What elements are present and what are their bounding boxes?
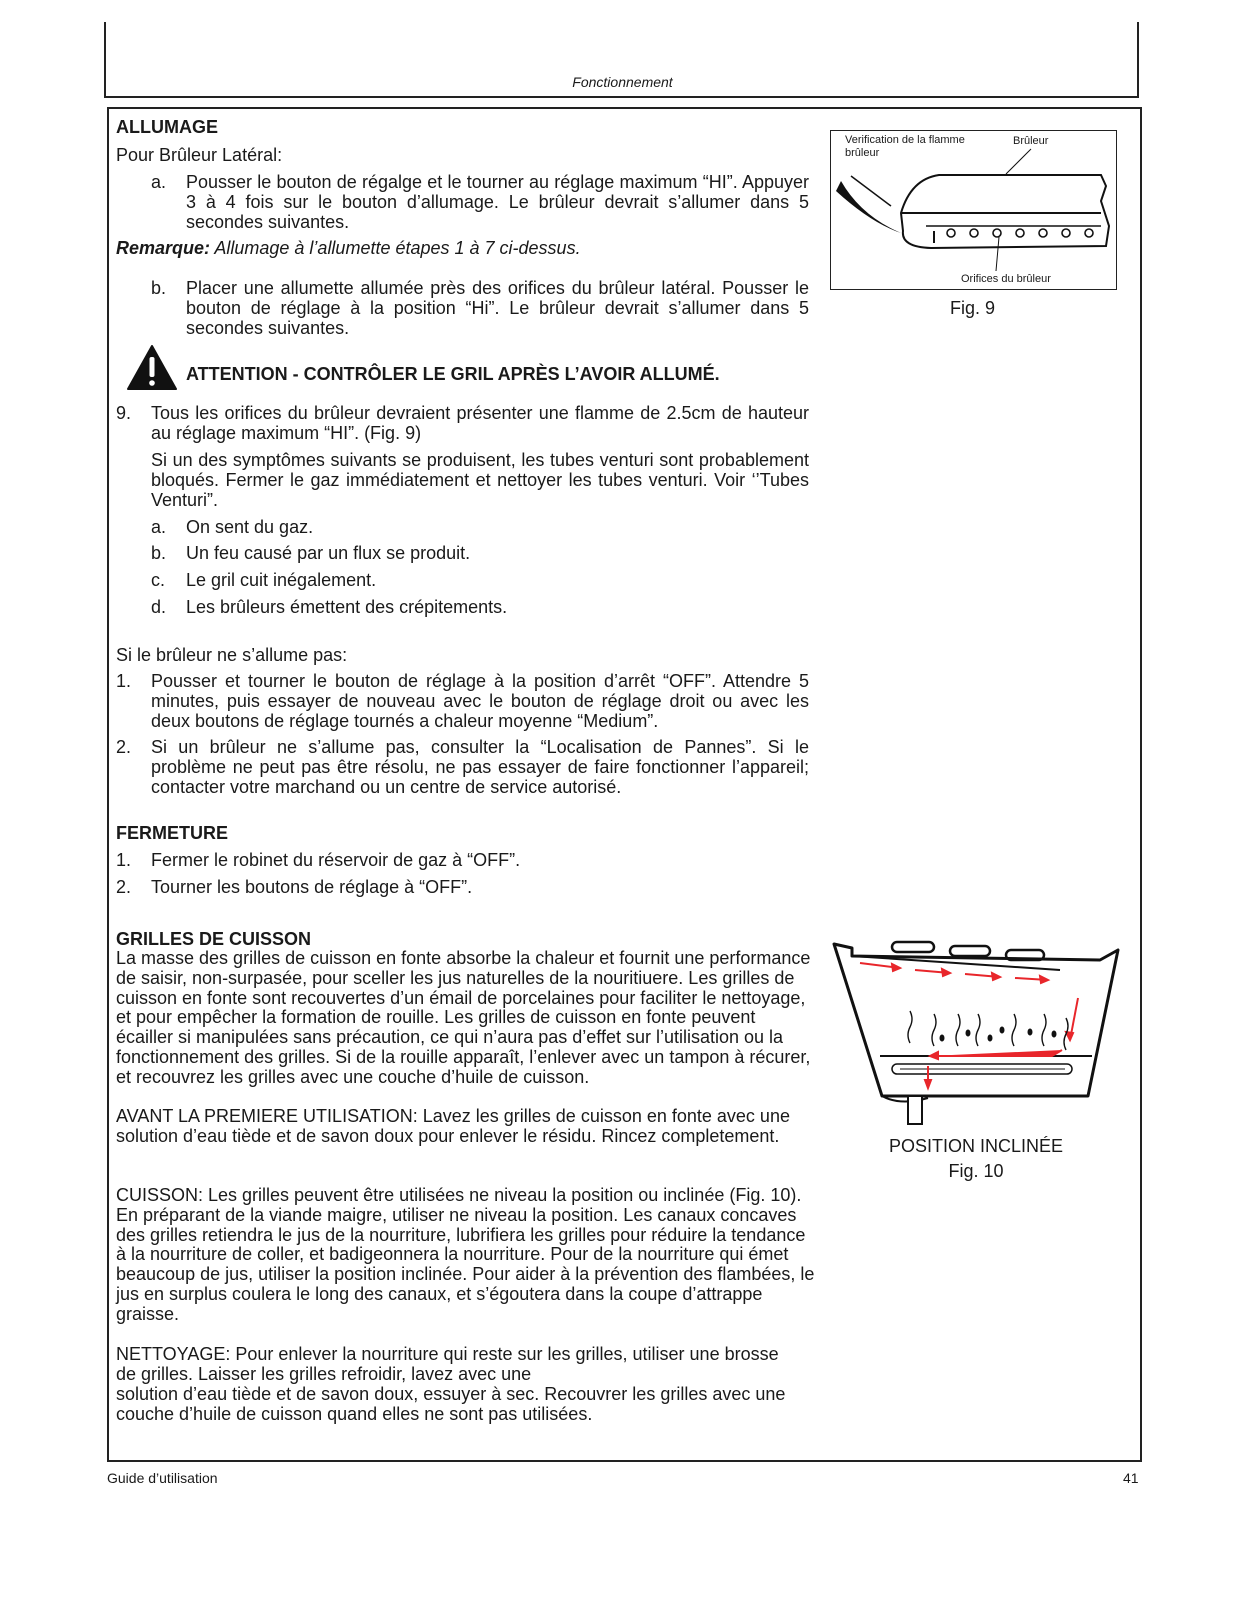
grates-cleaning-cont: solution d’eau tiède et de savon doux, essuyer à sec. Recouvrer les grilles avec une couche d’huile de cuisson quand elles ne sont pas utilisées. bbox=[116, 1384, 786, 1424]
step9-text: Tous les orifices du brûleur devraient présenter une flamme de 2.5cm de hauteur au réglage maximum “HI”. (Fig. 9) bbox=[151, 403, 809, 443]
symptom-marker: c. bbox=[151, 570, 166, 590]
grates-first-use: AVANT LA PREMIERE UTILISATION: Lavez les grilles de cuisson en fonte avec une solution d’eau tiède et de savon doux pour enlever le résidu. Rincez completement. bbox=[116, 1106, 790, 1146]
symptom-marker: a. bbox=[151, 517, 167, 537]
step-b-text: Placer une allumette allumée près des orifices du brûleur latéral. Pousser le bouton de réglage à la position “Hi”. Le brûleur devrait s’allumer dans 5 secondes suivantes. bbox=[186, 278, 809, 338]
symptom-marker: d. bbox=[151, 597, 167, 617]
warning-text: ATTENTION - CONTRÔLER LE GRIL APRÈS L’AVOIR ALLUMÉ. bbox=[186, 364, 720, 384]
warning-icon bbox=[126, 344, 178, 392]
symptom-marker: b. bbox=[151, 543, 167, 563]
step-b-marker: b. bbox=[151, 278, 167, 298]
no-light-step: Pousser et tourner le bouton de réglage à la position d’arrêt “OFF”. Attendre 5 minutes, puis essayer de nouveau avec le bouton de réglage droit ou avec les deux boutons de réglage tournés a chaleur moyenne “Medium”. bbox=[151, 671, 809, 731]
fig9-label-burner: Brûleur bbox=[1013, 135, 1049, 147]
grates-title: GRILLES DE CUISSON bbox=[116, 929, 312, 949]
ignition-intro: Pour Brûleur Latéral: bbox=[116, 145, 283, 165]
header-rule bbox=[104, 96, 1139, 98]
footer-guide-title: Guide d’utilisation bbox=[107, 1470, 218, 1486]
fig9-diagram bbox=[830, 130, 1117, 290]
no-light-marker: 2. bbox=[116, 737, 132, 757]
note-label: Remarque: bbox=[116, 238, 211, 258]
fig9-label-ports: Orifices du brûleur bbox=[961, 273, 1051, 285]
no-light-marker: 1. bbox=[116, 671, 132, 691]
page-number: 41 bbox=[1123, 1470, 1139, 1486]
symptom-text: Les brûleurs émettent des crépitements. bbox=[186, 597, 508, 617]
grates-paragraph: La masse des grilles de cuisson en fonte absorbe la chaleur et fournit une performance de saisir, non-surpasée, pour sceller les jus naturelles de la nouritiuere. Les grilles de cuisson en fonte sont recouvertes d’un émail de porcelaines pour faciliter le nettoyage, et pour empêcher la formation de rouille. Les grilles de cuisson en fonte peuvent écailler si manipulées sans précaution, ce qui n’aura pas d’effet sur l’utilisation ou la fonctionnement des grilles. Si de la rouille apparaît, l’enlever avec un tampon à récurer, et recouvrez les grilles avec une couche d’huile de cuisson. bbox=[116, 948, 811, 1087]
step-a-marker: a. bbox=[151, 172, 167, 192]
no-light-intro: Si le brûleur ne s’allume pas: bbox=[116, 645, 348, 665]
note bbox=[116, 238, 581, 258]
ignition-title: ALLUMAGE bbox=[116, 117, 218, 137]
symptom-text: Le gril cuit inégalement. bbox=[186, 570, 377, 590]
fig10-diagram bbox=[830, 938, 1122, 1128]
step-a-text: Pousser le bouton de régalge et le tourner au réglage maximum “HI”. Appuyer 3 à 4 fois sur le bouton d’allumage. Le brûleur devrait s’allumer dans 5 secondes suivantes. bbox=[186, 172, 809, 232]
no-light-step: Si un brûleur ne s’allume pas, consulter la “Localisation de Pannes”. Si le problème ne peut pas être résolu, ne pas essayer de faire fonctionner l’appareil; contacter votre marchand ou un centre de service autorisé. bbox=[151, 737, 809, 797]
shutdown-marker: 2. bbox=[116, 877, 132, 897]
grates-cleaning: NETTOYAGE: Pour enlever la nourriture qui reste sur les grilles, utiliser une brosse de grilles. Laisser les grilles refroidir, lavez avec une bbox=[116, 1344, 779, 1384]
section-header: Fonctionnement bbox=[572, 74, 673, 90]
step9-marker: 9. bbox=[116, 403, 132, 423]
shutdown-step: Fermer le robinet du réservoir de gaz à “OFF”. bbox=[151, 850, 521, 870]
step9-para: Si un des symptômes suivants se produisent, les tubes venturi sont probablement bloqués. Fermer le gaz immédiatement et nettoyer les tubes venturi. Voir ‘’Tubes Venturi”. bbox=[151, 450, 809, 510]
fig10-caption: Fig. 10 bbox=[948, 1161, 1004, 1181]
fig10-position-label: POSITION INCLINÉE bbox=[888, 1136, 1064, 1156]
shutdown-marker: 1. bbox=[116, 850, 132, 870]
symptom-text: On sent du gaz. bbox=[186, 517, 314, 537]
fig9-caption: Fig. 9 bbox=[949, 298, 996, 318]
grates-cooking: CUISSON: Les grilles peuvent être utilisées ne niveau la position ou inclinée (Fig. 10). En préparant de la viande maigre, utiliser ne niveau la position. Les canaux concaves des grilles retiendra le jus de la nourriture, lubrifiera les grilles pour réduire la tendance à la nourriture de coller, et badigeonnera la nourriture. Pour de la nourriture qui émet beaucoup de jus, utiliser la position inclinée. Pour aider à la prévention des flambées, le jus en surplus coulera le long des canaux, et s’égoutera dans la coupe d’attrappe graisse. bbox=[116, 1185, 815, 1324]
shutdown-step: Tourner les boutons de réglage à “OFF”. bbox=[151, 877, 473, 897]
symptom-text: Un feu causé par un flux se produit. bbox=[186, 543, 471, 563]
note-text: Allumage à l’allumette étapes 1 à 7 ci-dessus. bbox=[214, 238, 581, 258]
shutdown-title: FERMETURE bbox=[116, 823, 228, 843]
fig9-label-flame: Verification de la flamme brûleur bbox=[845, 134, 965, 159]
